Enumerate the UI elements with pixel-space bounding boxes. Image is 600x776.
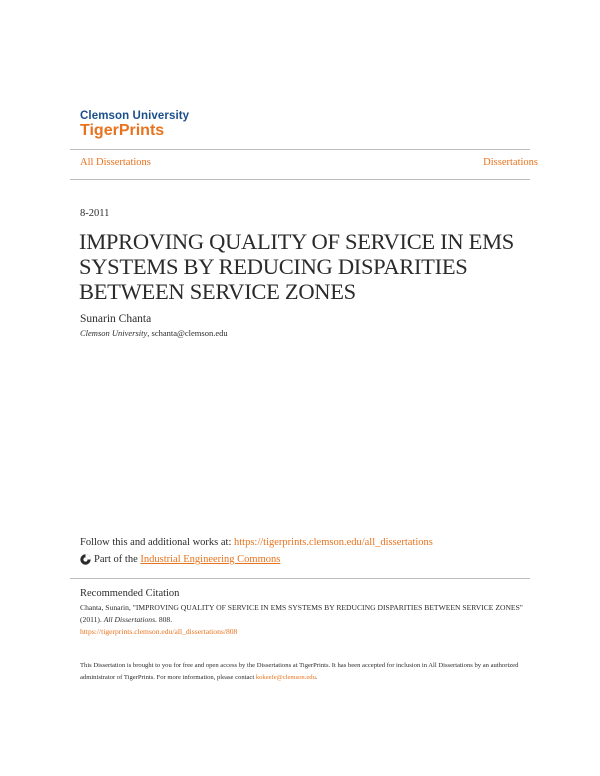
industrial-engineering-commons-link[interactable]: Industrial Engineering Commons [140,554,281,565]
access-notice [80,660,530,684]
part-of-label: Part of the [94,554,138,565]
access-notice-text: This Dissertation is brought to you for free and open access by the Dissertations at TigerPrints. It has been accepted for inclusion in All Dissertations by an authorized administrator of TigerPrints. For more information, please contact [80,662,519,681]
author-name[interactable]: Sunarin Chanta [80,313,152,325]
follow-url-link[interactable]: https://tigerprints.clemson.edu/all_dissertations [234,537,433,548]
paper-title: IMPROVING QUALITY OF SERVICE IN EMS SYSTEMS BY REDUCING DISPARITIES BETWEEN SERVICE ZONES [79,229,514,304]
citation-url-link[interactable]: https://tigerprints.clemson.edu/all_dissertations/808 [80,627,238,636]
citation-series: All Dissertations [103,615,156,624]
follow-line [80,537,433,548]
repository-name[interactable]: TigerPrints [80,122,165,139]
part-of-line [80,554,280,565]
citation-text: Chanta, Sunarin, "IMPROVING QUALITY OF SERVICE IN EMS SYSTEMS BY REDUCING DISPARITIES BETWEEN SERVICE ZONES" (2011). [80,603,523,624]
affiliation-name: Clemson University [80,328,148,338]
top-divider [70,149,530,150]
nav-divider [70,179,530,180]
university-name: Clemson University [80,110,190,122]
follow-label: Follow this and additional works at: [80,537,234,548]
citation-number: . 808. [155,615,173,624]
author-email: , schanta@clemson.edu [147,328,228,338]
recommended-citation-heading: Recommended Citation [80,588,180,599]
contact-email-link[interactable]: kokeefe@clemson.edu [255,674,316,681]
dissertations-link[interactable]: Dissertations [483,157,538,168]
citation-divider [70,578,530,579]
network-commons-icon [80,554,91,565]
publication-date: 8-2011 [80,208,110,219]
citation-block [80,602,530,638]
access-notice-end: . [315,674,318,681]
all-dissertations-link[interactable]: All Dissertations [80,157,151,168]
author-affiliation [80,328,228,338]
